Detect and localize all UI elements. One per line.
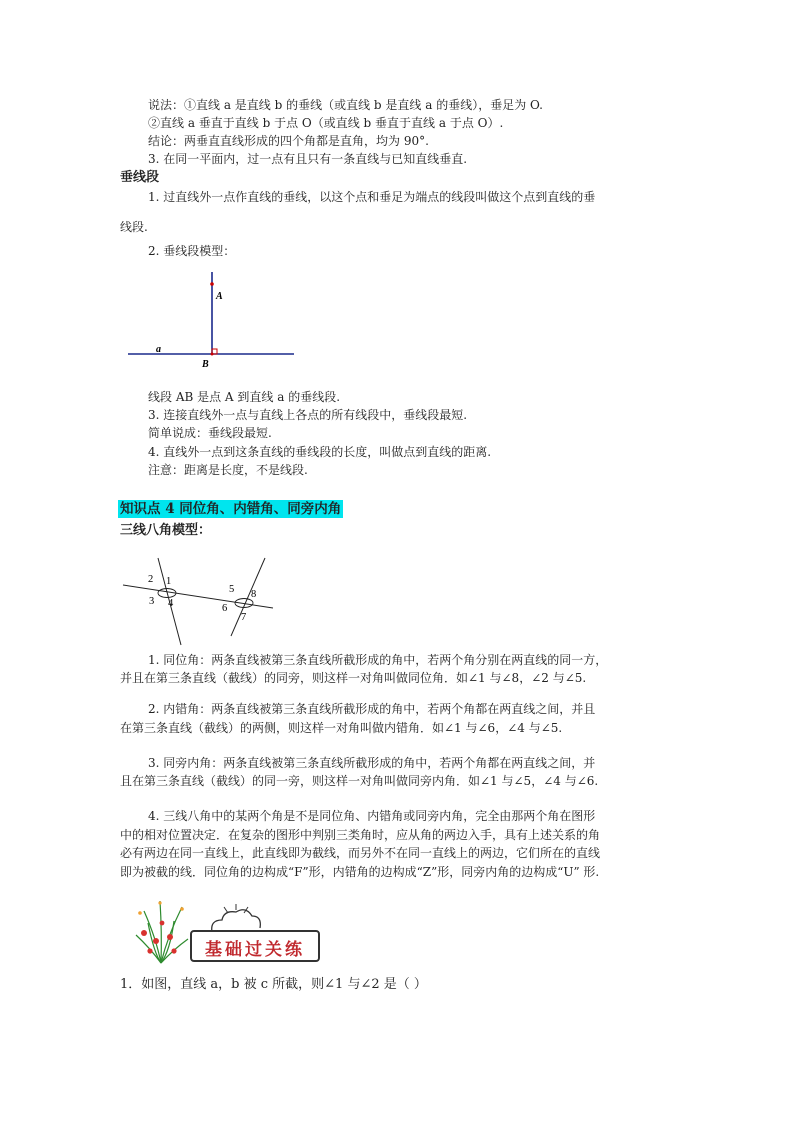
point-b xyxy=(211,353,214,356)
segment-def-line1: 1. 过直线外一点作直线的垂线，以这个点和垂足为端点的线段叫做这个点到直线的垂 xyxy=(148,190,596,204)
three-lines-eight-angles-diagram xyxy=(115,548,280,648)
angle-label-2: 2 xyxy=(148,574,154,585)
distance-definition: 4. 直线外一点到这条直线的垂线段的长度，叫做点到直线的距离. xyxy=(148,445,492,459)
segment-model-label: 2. 垂线段模型： xyxy=(148,244,236,258)
perp-statement-2: ②直线 a 垂直于直线 b 于点 O（或直线 b 垂直于直线 a 于点 O）. xyxy=(148,116,504,130)
shortest-statement: 3. 连接直线外一点与直线上各点的所有线段中，垂线段最短. xyxy=(148,408,468,422)
angle-label-4: 4 xyxy=(168,598,174,609)
angle-label-6: 6 xyxy=(222,603,228,614)
segment-def-line2: 线段. xyxy=(120,220,148,234)
angle-label-5: 5 xyxy=(229,584,235,595)
summary-line3: 必有两边在同一直线上，此直线即为截线，而另外不在同一直线上的两边，它们所在的直线 xyxy=(120,846,601,860)
label-a: A xyxy=(216,291,223,302)
alternate-angles-line2: 在第三条直线（截线）的两侧，则这样一对角叫做内错角．如∠1 与∠6，∠4 与∠5. xyxy=(120,721,563,735)
corresponding-angles-line1: 1. 同位角：两条直线被第三条直线所截形成的角中，若两个角分别在两直线的同一方， xyxy=(148,653,608,667)
question-1: 1．如图，直线 a，b 被 c 所截，则∠1 与∠2 是（ ） xyxy=(120,977,427,992)
summary-line1: 4. 三线八角中的某两个角是不是同位角、内错角或同旁内角，完全由那两个角在图形 xyxy=(148,809,596,823)
angle-label-8: 8 xyxy=(251,589,257,600)
label-b: B xyxy=(202,359,209,370)
corresponding-angles-line2: 并且在第三条直线（截线）的同旁，则这样一对角叫做同位角．如∠1 与∠8，∠2 与∠5. xyxy=(120,671,587,685)
summary-line2: 中的相对位置决定．在复杂的图形中判别三类角时，应从角的两边入手，具有上述关系的角 xyxy=(120,828,601,842)
shortest-simple: 简单说成：垂线段最短. xyxy=(148,426,272,440)
angle-label-1: 1 xyxy=(166,576,172,587)
label-line-a: a xyxy=(156,344,161,355)
flower-plant-icon xyxy=(126,893,196,965)
knowledge-point-title: 知识点 4 同位角、内错角、同旁内角 xyxy=(120,501,342,517)
segment-ab-statement: 线段 AB 是点 A 到直线 a 的垂线段. xyxy=(148,390,341,404)
angle-label-7: 7 xyxy=(241,612,247,623)
line-2 xyxy=(231,558,265,636)
interior-angles-line1: 3. 同旁内角：两条直线被第三条直线所截形成的角中，若两个角都在两直线之间，并 xyxy=(148,756,596,770)
perpendicular-segment-diagram xyxy=(120,265,305,375)
distance-note: 注意：距离是长度，不是线段. xyxy=(148,463,308,477)
point-a xyxy=(210,282,214,286)
segment-heading: 垂线段 xyxy=(120,170,160,185)
angle-label-3: 3 xyxy=(149,596,155,607)
section-banner xyxy=(190,930,320,962)
perp-uniqueness: 3. 在同一平面内，过一点有且只有一条直线与已知直线垂直. xyxy=(148,152,468,166)
perp-statement-1: 说法：①直线 a 是直线 b 的垂线（或直线 b 是直线 a 的垂线），垂足为 O. xyxy=(148,98,543,112)
perp-conclusion: 结论：两垂直直线形成的四个角都是直角，均为 90°. xyxy=(148,134,429,148)
alternate-angles-line1: 2. 内错角：两条直线被第三条直线所截形成的角中，若两个角都在两直线之间，并且 xyxy=(148,702,596,716)
knowledge-point-heading xyxy=(118,500,343,518)
summary-line4: 即为被截的线．同位角的边构成“F”形，内错角的边构成“Z”形，同旁内角的边构成“U” 形. xyxy=(120,865,600,879)
model-subheading: 三线八角模型： xyxy=(120,523,212,538)
interior-angles-line2: 且在第三条直线（截线）的同一旁，则这样一对角叫做同旁内角．如∠1 与∠5，∠4 与∠6. xyxy=(120,774,599,788)
banner-title: 基础过关练 xyxy=(205,940,305,960)
